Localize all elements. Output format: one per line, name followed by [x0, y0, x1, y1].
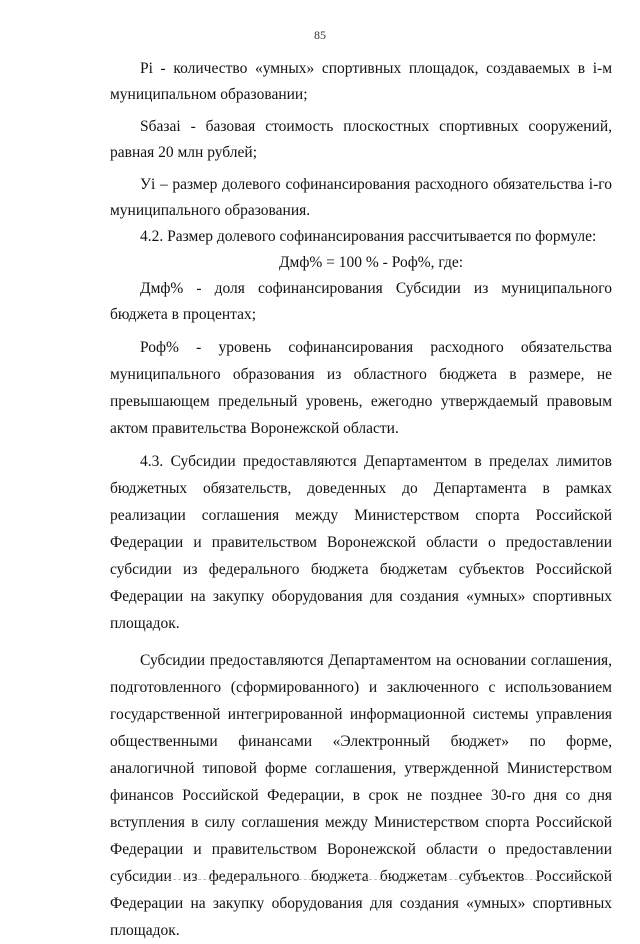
paragraph-subsidy-agreement: Субсидии предоставляются Департаментом на основании соглашения, подготовленного (сформированного) и заключенного с использованием государственной интегрированной информационной системы управления общественными финансами «Электронный бюджет» по форме, аналогичной типовой форме соглашения, утвержденной Министерством финансов Российской Федерации, в срок не позднее 30-го дня со дня вступления в силу соглашения между Министерством спорта Российской Федерации и правительством Воронежской области о предоставлении субсидии из федерального бюджета бюджетам субъектов Российской Федерации на закупку оборудования для создания «умных» спортивных площадок. — [110, 652, 612, 939]
document-body — [110, 56, 612, 944]
formula: Дмф% = 100 % - Роф%, где: — [278, 254, 464, 271]
paragraph-yi-definition: Уi – размер долевого софинансирования расходного обязательства i-го муниципального образования. — [110, 176, 612, 219]
paragraph-section-4-2: 4.2. Размер долевого софинансирования рассчитывается по формуле: — [140, 228, 597, 245]
paragraph-dmf-definition: Дмф% - доля софинансирования Субсидии из муниципального бюджета в процентах; — [110, 280, 612, 323]
paragraph-rof-definition: Роф% - уровень софинансирования расходного обязательства муниципального образования из областного бюджета в размере, не превышающем предельный уровень, ежегодно утверждаемый правовым актом правительства Воронежской области. — [110, 339, 612, 437]
paragraph-section-4-3: 4.3. Субсидии предоставляются Департаментом в пределах лимитов бюджетных обязательств, доведенных до Департамента в рамках реализации соглашения между Министерством спорта Российской Федерации и правительством Воронежской области о предоставлении субсидии из федерального бюджета бюджетам субъектов Российской Федерации на закупку оборудования для создания «умных» спортивных площадок. — [110, 453, 612, 632]
footer-rule — [138, 879, 608, 880]
paragraph-sbaza-definition: Sбазаi - базовая стоимость плоскостных спортивных сооружений, равная 20 млн рублей; — [110, 118, 612, 161]
page-number: 85 — [314, 28, 326, 42]
paragraph-pi-definition: Pi - количество «умных» спортивных площадок, создаваемых в i-м муниципальном образовании; — [110, 60, 612, 103]
